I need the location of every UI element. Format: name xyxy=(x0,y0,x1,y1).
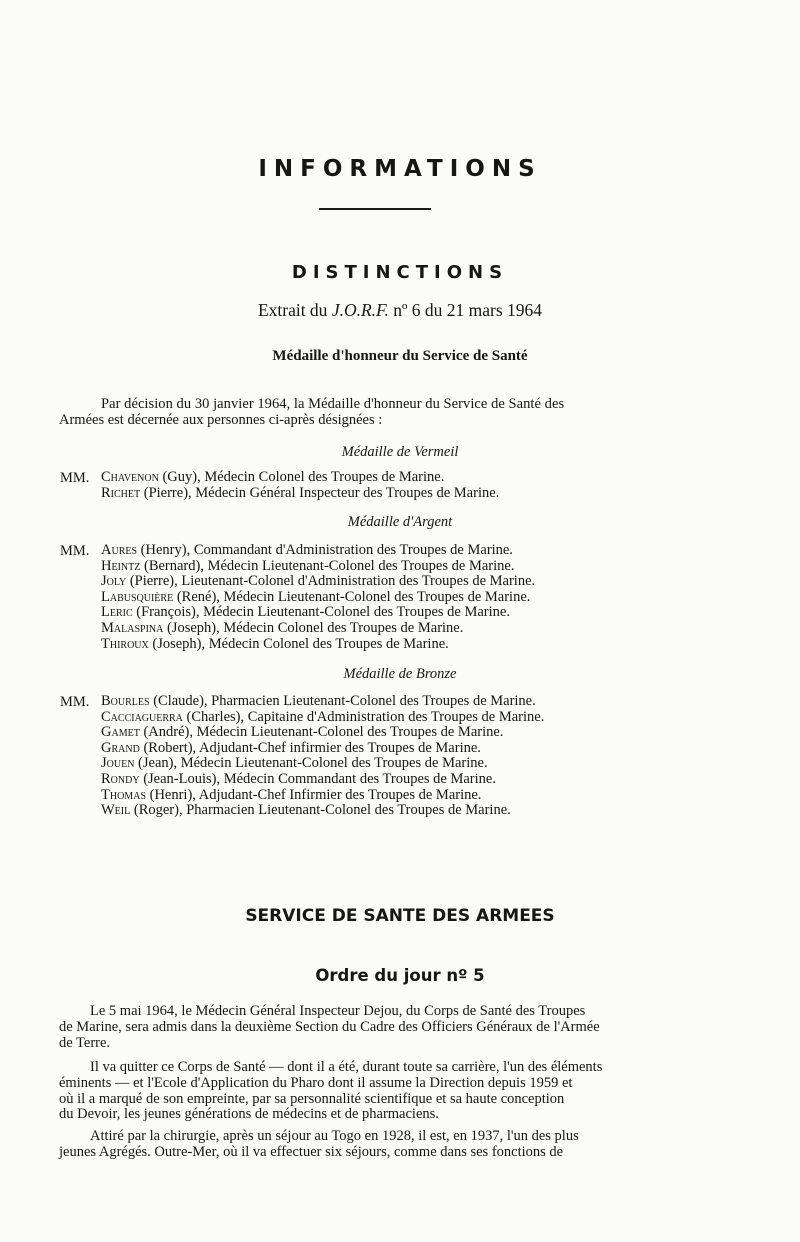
person-name: Malaspina xyxy=(101,619,164,636)
person-name: Chavenon xyxy=(101,469,159,485)
person-name: Richet xyxy=(101,484,141,501)
list-bronze xyxy=(101,694,544,819)
paragraph-line: Attiré par la chirurgie, après un séjour au Togo en 1928, il est, en 1937, l'un des plus xyxy=(90,1128,579,1144)
paragraph-line: Le 5 mai 1964, le Médecin Général Inspecteur Dejou, du Corps de Santé des Troupes xyxy=(90,1003,586,1019)
person-name: Weil xyxy=(101,802,131,819)
paragraph-2 xyxy=(59,1060,689,1123)
person-detail: (Joseph), Médecin Colonel des Troupes de Marine. xyxy=(148,635,449,652)
person-detail: (Henri), Adjudant-Chef Infirmier des Troupes de Marine. xyxy=(145,786,482,803)
list-item xyxy=(101,710,544,726)
extrait-source: J.O.R.F. xyxy=(331,300,389,320)
mm-label-vermeil: MM. xyxy=(60,470,90,486)
mm-label-argent: MM. xyxy=(60,543,90,559)
paragraph-line: éminents — et l'Ecole d'Application du Pharo dont il assume la Direction depuis 1959 et xyxy=(59,1074,573,1091)
list-item xyxy=(101,637,535,653)
list-argent xyxy=(101,543,535,652)
person-detail: (Pierre), Lieutenant-Colonel d'Administration des Troupes de Marine. xyxy=(126,573,536,590)
mm-label-bronze: MM. xyxy=(60,694,90,710)
list-item xyxy=(101,621,535,637)
medal-intro-line-2: Armées est décernée aux personnes ci-après désignées : xyxy=(59,411,383,428)
person-name: Thiroux xyxy=(101,635,149,652)
person-detail: (Joseph), Médecin Colonel des Troupes de Marine. xyxy=(163,619,464,636)
medal-heading: Médaille d'honneur du Service de Santé xyxy=(272,348,528,364)
person-detail: (Claude), Pharmacien Lieutenant-Colonel des Troupes de Marine. xyxy=(149,693,536,709)
person-name: Labusquière xyxy=(101,588,174,605)
paragraph-line: où il a marqué de son empreinte, par sa personnalité scientifique et sa haute conception xyxy=(59,1090,565,1107)
medal-intro xyxy=(59,397,689,429)
person-name: Joly xyxy=(101,573,127,590)
list-item xyxy=(101,803,544,819)
person-detail: (Henry), Commandant d'Administration des Troupes de Marine. xyxy=(137,542,513,558)
person-name: Bourles xyxy=(101,693,150,709)
paragraph-line: Il va quitter ce Corps de Santé — dont il a été, durant toute sa carrière, l'un des éléments xyxy=(90,1059,603,1075)
order-title: Ordre du jour nº 5 xyxy=(315,966,485,985)
person-name: Heintz xyxy=(101,557,141,574)
person-detail: (René), Médecin Lieutenant-Colonel des Troupes de Marine. xyxy=(173,588,531,605)
person-detail: (Robert), Adjudant-Chef infirmier des Troupes de Marine. xyxy=(139,739,481,756)
paragraph-1 xyxy=(59,1004,689,1051)
extrait-suffix: nº 6 du 21 mars 1964 xyxy=(388,300,543,320)
person-name: Leric xyxy=(101,604,133,621)
extrait-line xyxy=(0,300,800,321)
title-divider xyxy=(319,208,431,210)
list-item xyxy=(101,788,544,804)
paragraph-line: du Devoir, les jeunes générations de médecins et de pharmaciens. xyxy=(59,1106,439,1123)
group-title-argent: Médaille d'Argent xyxy=(347,514,453,530)
person-detail: (Jean), Médecin Lieutenant-Colonel des Troupes de Marine. xyxy=(134,755,488,772)
paragraph-line: de Terre. xyxy=(59,1034,111,1051)
list-item xyxy=(101,543,535,559)
person-name: Thomas xyxy=(101,786,146,803)
page-title: INFORMATIONS xyxy=(258,156,542,182)
person-name: Grand xyxy=(101,739,140,756)
group-title-vermeil: Médaille de Vermeil xyxy=(341,444,459,460)
person-detail: (Roger), Pharmacien Lieutenant-Colonel des Troupes de Marine. xyxy=(130,802,511,819)
list-vermeil xyxy=(101,470,499,501)
person-detail: (Bernard), Médecin Lieutenant-Colonel des Troupes de Marine. xyxy=(140,557,515,574)
person-detail: (Jean-Louis), Médecin Commandant des Troupes de Marine. xyxy=(139,770,496,787)
person-name: Rondy xyxy=(101,770,140,787)
person-name: Gamet xyxy=(101,724,140,741)
list-item xyxy=(101,725,544,741)
person-detail: (Pierre), Médecin Général Inspecteur des Troupes de Marine. xyxy=(140,484,500,501)
paragraph-3 xyxy=(59,1129,689,1161)
medal-intro-line-1: Par décision du 30 janvier 1964, la Médaille d'honneur du Service de Santé des xyxy=(101,396,565,412)
person-detail: (François), Médecin Lieutenant-Colonel des Troupes de Marine. xyxy=(132,604,510,621)
list-item xyxy=(101,470,499,486)
list-item xyxy=(101,590,535,606)
person-name: Jouen xyxy=(101,755,135,772)
paragraph-line: de Marine, sera admis dans la deuxième Section du Cadre des Officiers Généraux de l'Armée xyxy=(59,1018,600,1035)
person-detail: (Charles), Capitaine d'Administration des Troupes de Marine. xyxy=(182,708,545,725)
person-name: Aures xyxy=(101,542,138,558)
section-title-service: SERVICE DE SANTE DES ARMEES xyxy=(245,906,555,926)
group-title-bronze: Médaille de Bronze xyxy=(343,666,457,682)
list-item xyxy=(101,772,544,788)
person-name: Cacciaguerra xyxy=(101,708,183,725)
list-item xyxy=(101,574,535,590)
list-item xyxy=(101,559,535,575)
list-item xyxy=(101,605,535,621)
list-item xyxy=(101,741,544,757)
list-item xyxy=(101,694,544,710)
section-title-distinctions: DISTINCTIONS xyxy=(291,262,509,283)
paragraph-line: jeunes Agrégés. Outre-Mer, où il va effectuer six séjours, comme dans ses fonctions de xyxy=(59,1143,564,1160)
extrait-prefix: Extrait du xyxy=(257,300,332,320)
person-detail: (André), Médecin Lieutenant-Colonel des Troupes de Marine. xyxy=(139,724,504,741)
person-detail: (Guy), Médecin Colonel des Troupes de Marine. xyxy=(158,469,445,485)
list-item xyxy=(101,756,544,772)
list-item xyxy=(101,486,499,502)
